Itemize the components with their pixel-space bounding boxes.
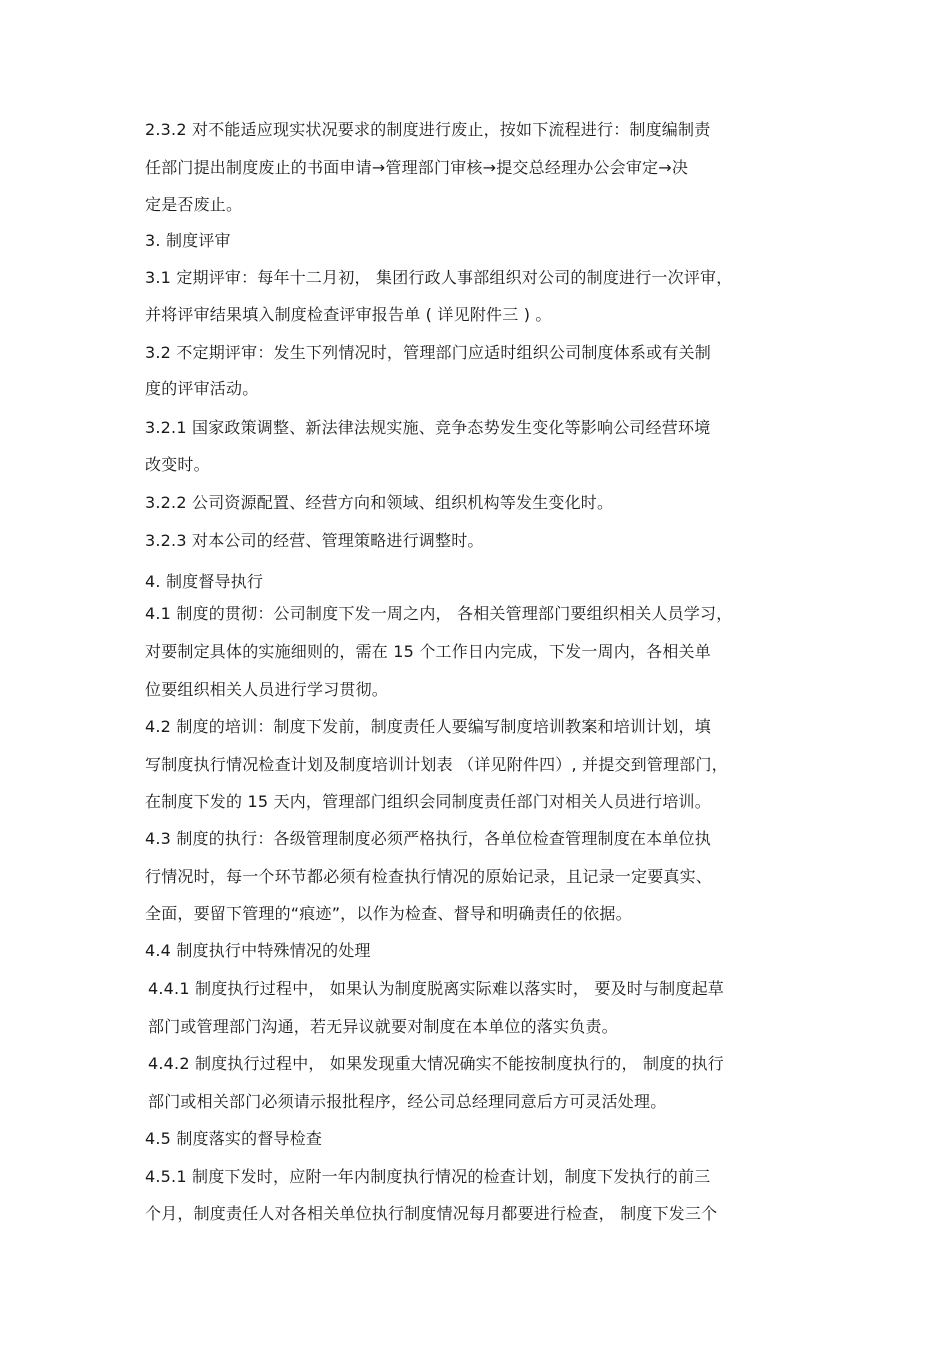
text-line: 改变时。 [145, 455, 210, 474]
text-line: 4.3 制度的执行：各级管理制度必须严格执行，各单位检查管理制度在本单位执 [145, 829, 711, 848]
section-heading: 4.5 制度落实的督导检查 [145, 1129, 323, 1148]
text-line: 3.2.2 公司资源配置、经营方向和领域、组织机构等发生变化时。 [145, 493, 614, 512]
text-line: 部门或相关部门必须请示报批程序，经公司总经理同意后方可灵活处理。 [148, 1092, 667, 1111]
section-heading: 4. 制度督导执行 [145, 572, 264, 591]
section-heading: 4.4 制度执行中特殊情况的处理 [145, 941, 371, 960]
text-line: 度的评审活动。 [145, 379, 259, 398]
text-line: 并将评审结果填入制度检查评审报告单 ( 详见附件三 ) 。 [145, 305, 552, 324]
text-line: 4.5.1 制度下发时，应附一年内制度执行情况的检查计划，制度下发执行的前三 [145, 1167, 711, 1186]
text-line: 3.1 定期评审：每年十二月初， 集团行政人事部组织对公司的制度进行一次评审， [145, 268, 733, 287]
text-line: 3.2.3 对本公司的经营、管理策略进行调整时。 [145, 531, 484, 550]
text-line: 位要组织相关人员进行学习贯彻。 [145, 680, 389, 699]
text-line: 3.2 不定期评审：发生下列情况时，管理部门应适时组织公司制度体系或有关制 [145, 343, 711, 362]
text-line: 行情况时，每一个环节都必须有检查执行情况的原始记录，且记录一定要真实、 [145, 867, 713, 886]
text-line: 4.4.1 制度执行过程中， 如果认为制度脱离实际难以落实时， 要及时与制度起草 [148, 979, 724, 998]
text-line: 个月，制度责任人对各相关单位执行制度情况每月都要进行检查， 制度下发三个 [145, 1204, 718, 1223]
text-line: 4.1 制度的贯彻：公司制度下发一周之内， 各相关管理部门要组织相关人员学习， [145, 604, 733, 623]
text-line: 4.4.2 制度执行过程中， 如果发现重大情况确实不能按制度执行的， 制度的执行 [148, 1054, 724, 1073]
section-heading: 3. 制度评审 [145, 231, 231, 250]
text-line: 任部门提出制度废止的书面申请→管理部门审核→提交总经理办公会审定→决 [145, 158, 689, 177]
text-line: 2.3.2 对不能适应现实状况要求的制度进行废止，按如下流程进行：制度编制责 [145, 120, 711, 139]
text-line: 写制度执行情况检查计划及制度培训计划表 （详见附件四）, 并提交到管理部门， [145, 755, 728, 774]
text-line: 部门或管理部门沟通，若无异议就要对制度在本单位的落实负责。 [148, 1017, 618, 1036]
text-line: 全面，要留下管理的“痕迹”，以作为检查、督导和明确责任的依据。 [145, 904, 632, 923]
text-line: 3.2.1 国家政策调整、新法律法规实施、竞争态势发生变化等影响公司经营环境 [145, 418, 711, 437]
text-line: 定是否废止。 [145, 195, 243, 214]
text-line: 对要制定具体的实施细则的，需在 15 个工作日内完成，下发一周内，各相关单 [145, 642, 711, 661]
text-line: 在制度下发的 15 天内，管理部门组织会同制度责任部门对相关人员进行培训。 [145, 792, 711, 811]
text-line: 4.2 制度的培训：制度下发前，制度责任人要编写制度培训教案和培训计划，填 [145, 717, 711, 736]
